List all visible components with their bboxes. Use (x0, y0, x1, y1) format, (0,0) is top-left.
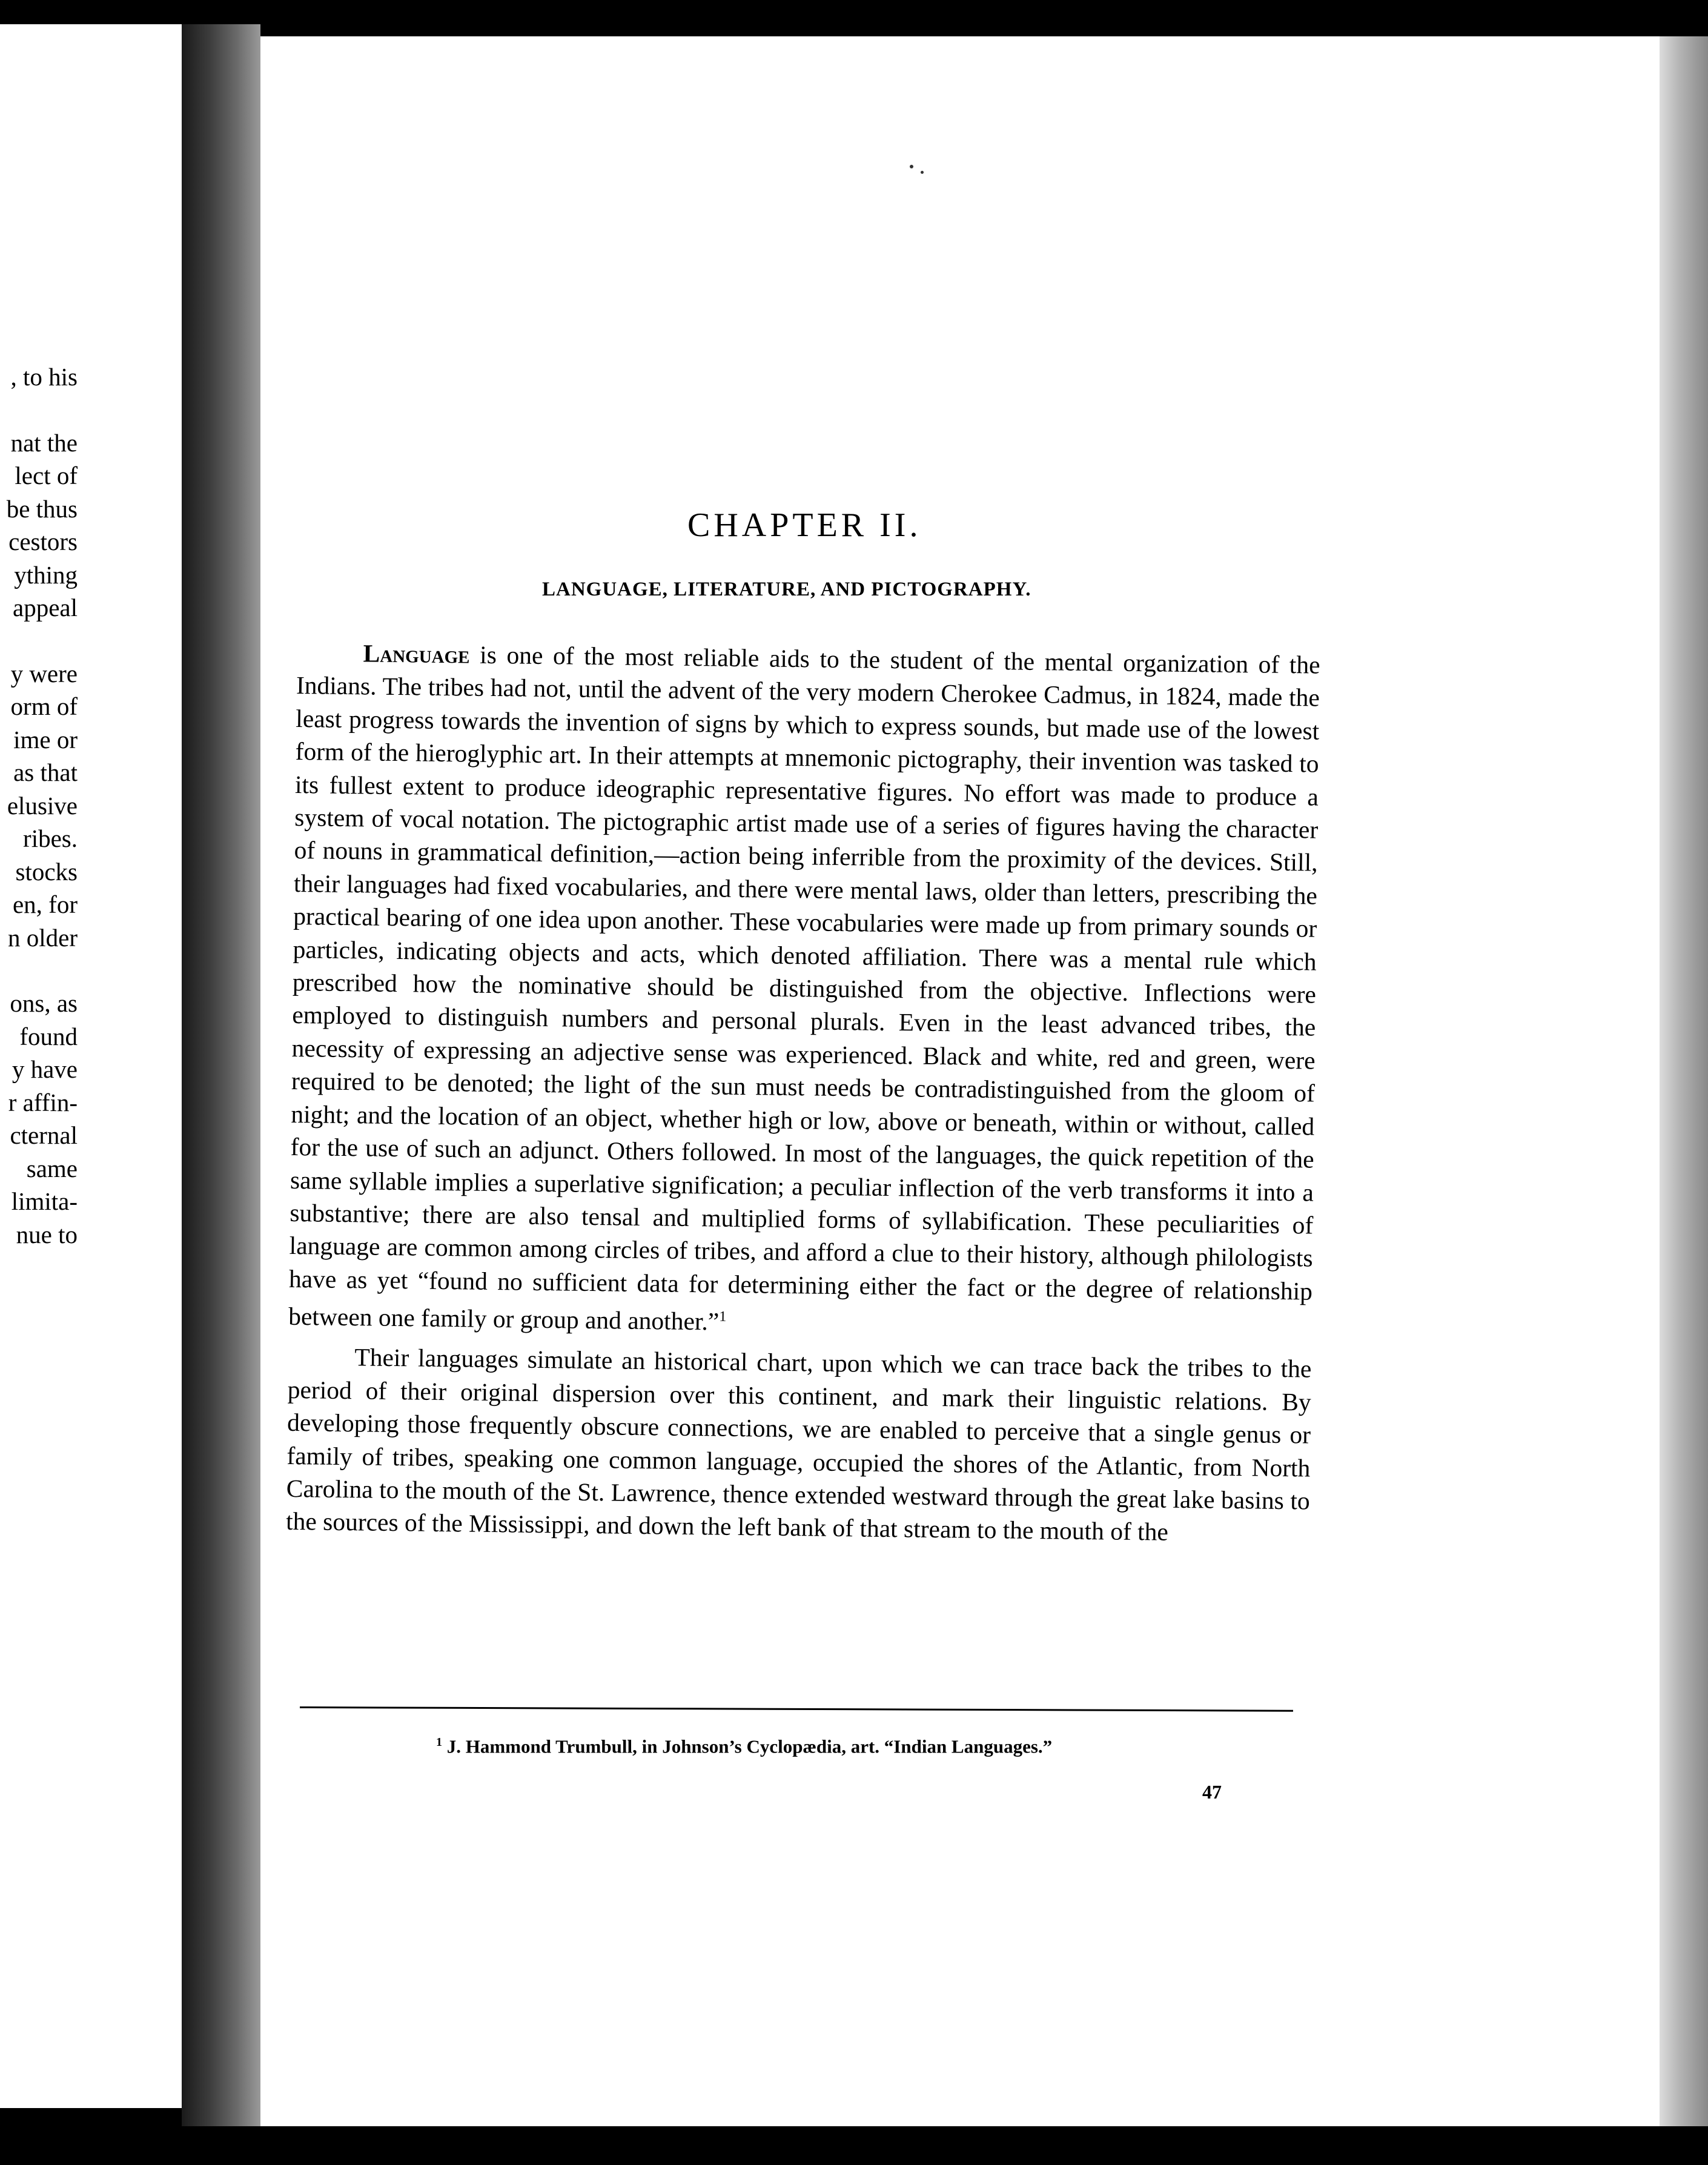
left-page-line: cestors (8, 528, 78, 555)
left-page-line: lect of (15, 462, 78, 489)
chapter-title: CHAPTER II. (687, 506, 922, 544)
body-text (286, 636, 1320, 1550)
left-page-line: y have (12, 1055, 78, 1083)
left-page-line: y were (10, 659, 78, 688)
footnote-text: J. Hammond Trumbull, in Johnson’s Cyclopædia, art. “Indian Languages.” (442, 1736, 1053, 1757)
left-page-line: nat the (10, 428, 78, 457)
footnote-marker: 1 (436, 1736, 442, 1749)
left-page-line: ime or (13, 725, 78, 754)
footnote (436, 1736, 1345, 1757)
left-page-line: en, for (12, 890, 78, 918)
left-page-line: stocks (15, 857, 78, 886)
page-number: 47 (1202, 1781, 1222, 1803)
left-page-line: found (19, 1022, 78, 1050)
left-page-line: as that (13, 758, 78, 786)
left-page-line: appeal (13, 594, 78, 622)
left-page-line: ything (14, 560, 78, 589)
paragraph-lead-word: Language (363, 639, 470, 669)
left-page-line: nue to (16, 1220, 78, 1248)
paragraph-2: Their languages simulate an historical chart, upon which we can trace back the tribes to the period of their original dispersion over this continent, and mark their linguistic relations. By developing those frequently obscure connections, we are enabled to perceive that a single genus or family of tribes, speaking one common language, occupied the shores of the Atlantic, from North Carolina to the mouth of the St. Lawrence, thence extended westward through the great lake basins to the sources of the Mississippi, and down the left bank of that stream to the mouth of the (285, 1343, 1312, 1547)
left-page-line: ribes. (23, 824, 78, 852)
paragraph-1 (288, 636, 1320, 1345)
page-edge (1660, 36, 1708, 2126)
left-page-line: cternal (10, 1121, 78, 1149)
left-page-line: n older (8, 923, 78, 952)
left-page-line: orm of (10, 692, 78, 720)
speck-mark (910, 165, 913, 168)
left-page-line (0, 394, 78, 426)
left-page-line: ons, as (10, 989, 78, 1017)
paragraph-1-text: is one of the most reliable aids to the student of the mental organization of the Indians. The tribes had not, until the advent of the very modern Cherokee Cadmus, in 1824, made the least progress towards the invention of signs by which to express sounds, but made use of the lowest form of the hieroglyphic art. In their attempts at mnemonic pictography, their invention was tasked to its fullest extent to produce ideographic representative figures. No effort was made to produce a system of vocal notation. The pictographic artist made use of a series of figures having the character of nouns in grammatical definition,—action being inferrible from the proximity of the devices. Still, their languages had fixed vocabularies, and there were mental laws, older than letters, prescribing the practical bearing of one idea upon another. These vocabularies were made up from primary sounds or particles, indicating objects and acts, which denoted affiliation. There was a mental rule which prescribed how the nominative should be distinguished from the objective. Inflections were employed to distinguish numbers and personal plurals. Even in the least advanced tribes, the necessity of expressing an adjective sense was experienced. Black and white, red and green, were required to be denoted; the light of the sun must needs be contradistinguished from the gloom of night; and the location of an object, whether high or low, above or beneath, within or without, called for the use of such an adjunct. Others followed. In most of the languages, the quick repetition of the same syllable implies a superlative signification; a peculiar inflection of the verb transforms it into a substantive; there are also tensal and multiplied forms of syllabification. These peculiarities of language are common among circles of tribes, and afford a clue to their history, although philologists have as yet “found no sufficient data for determining either the fact or the degree of relationship between one family or group and another.” (288, 640, 1320, 1336)
left-page-line: be thus (6, 494, 78, 523)
left-page-line: elusive (7, 791, 78, 820)
left-page-line (0, 954, 78, 987)
left-page-line: same (26, 1154, 78, 1182)
left-page-fragment (0, 24, 182, 2108)
speck-mark (921, 171, 924, 174)
footnote-reference[interactable]: 1 (719, 1308, 727, 1325)
chapter-subtitle: LANGUAGE, LITERATURE, AND PICTOGRAPHY. (542, 579, 1031, 600)
left-page-line: r affin- (8, 1088, 78, 1116)
left-page-text (0, 360, 78, 1251)
left-page-line (0, 625, 78, 657)
book-gutter-shadow (182, 24, 260, 2126)
left-page-line: limita- (11, 1187, 78, 1215)
left-page-line: , to his (10, 363, 78, 391)
